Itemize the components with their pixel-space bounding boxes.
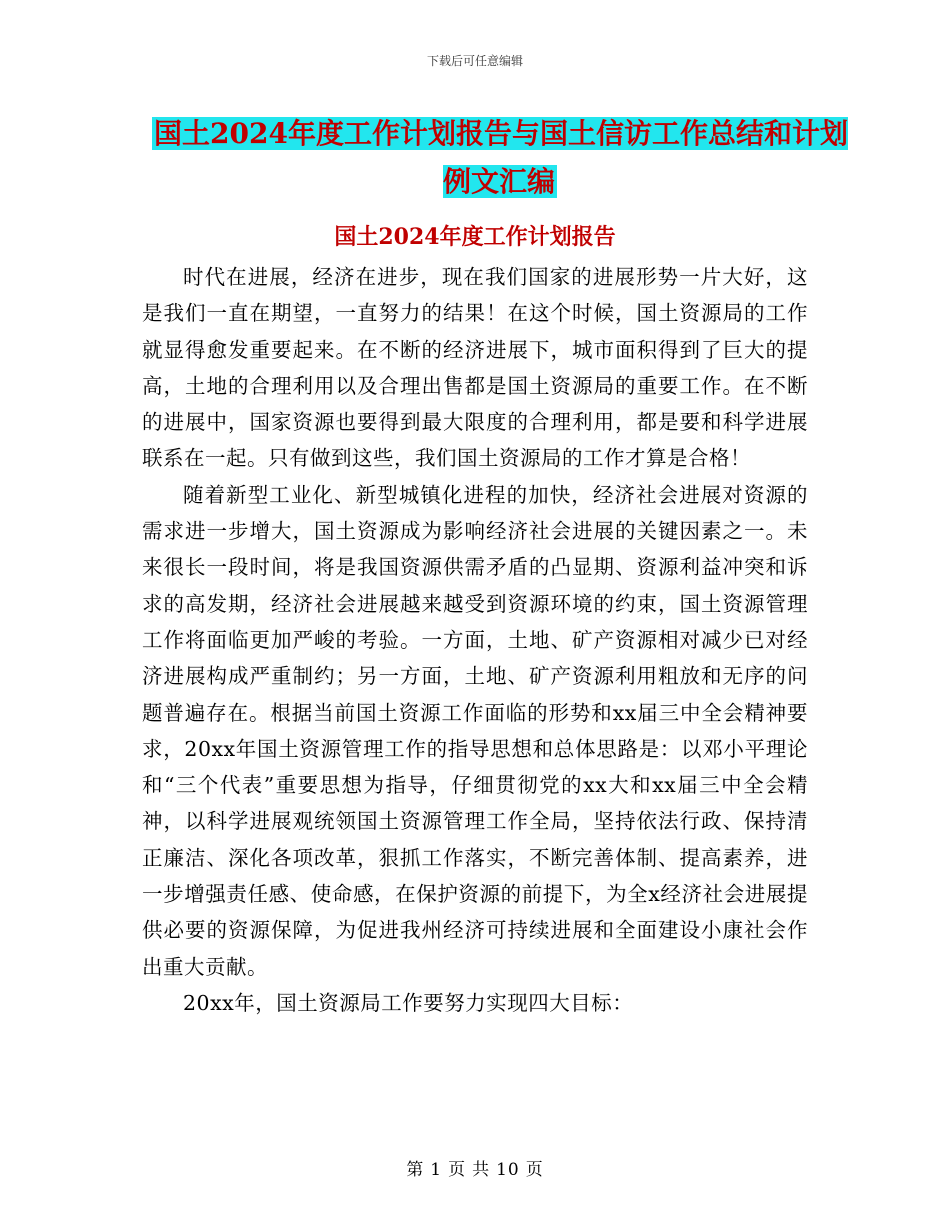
- paragraph: 时代在进展，经济在进步，现在我们国家的进展形势一片大好，这是我们一直在期望，一直努力的结果！在这个时候，国土资源局的工作就显得愈发重要起来。在不断的经济进展下，城市面积得到了巨大的提高，土地的合理利用以及合理出售都是国土资源局的重要工作。在不断的进展中，国家资源也要得到最大限度的合理利用，都是要和科学进展联系在一起。只有做到这些，我们国土资源局的工作才算是合格！: [142, 265, 808, 471]
- footer-current-page: 1: [430, 1160, 443, 1180]
- document-body: [142, 259, 808, 1021]
- footer-total-pages: 10: [496, 1160, 520, 1180]
- header-note: 下载后可任意编辑: [426, 54, 523, 68]
- footer-label-unit: 页: [448, 1160, 467, 1180]
- footer-label-total: 共: [472, 1160, 491, 1180]
- footer-label-unit-2: 页: [525, 1160, 544, 1180]
- paragraph: 随着新型工业化、新型城镇化进程的加快，经济社会进展对资源的需求进一步增大，国土资源成为影响经济社会进展的关键因素之一。未来很长一段时间，将是我国资源供需矛盾的凸显期、资源利益冲突和诉求的高发期，经济社会进展越来越受到资源环境的约束，国土资源管理工作将面临更加严峻的考验。一方面，土地、矿产资源相对减少已对经济进展构成严重制约；另一方面，土地、矿产资源利用粗放和无序的问题普遍存在。根据当前国土资源工作面临的形势和xx届三中全会精神要求，20xx年国土资源管理工作的指导思想和总体思路是：以邓小平理论和“三个代表”重要思想为指导，仔细贯彻党的xx大和xx届三中全会精神，以科学进展观统领国土资源管理工作全局，坚持依法行政、保持清正廉洁、深化各项改革，狠抓工作落实，不断完善体制、提高素养，进一步增强责任感、使命感，在保护资源的前提下，为全x经济社会进展提供必要的资源保障，为促进我州经济可持续进展和全面建设小康社会作出重大贡献。: [142, 482, 808, 979]
- footer-label-page: 第: [406, 1160, 425, 1180]
- document-title: [140, 110, 860, 206]
- page-footer: [0, 1155, 950, 1180]
- paragraph: 20xx年，国土资源局工作要努力实现四大目标：: [183, 990, 634, 1015]
- section-title: 国土2024年度工作计划报告: [334, 224, 616, 250]
- document-title-text: 国土2024年度工作计划报告与国土信访工作总结和计划例文汇编: [154, 117, 848, 198]
